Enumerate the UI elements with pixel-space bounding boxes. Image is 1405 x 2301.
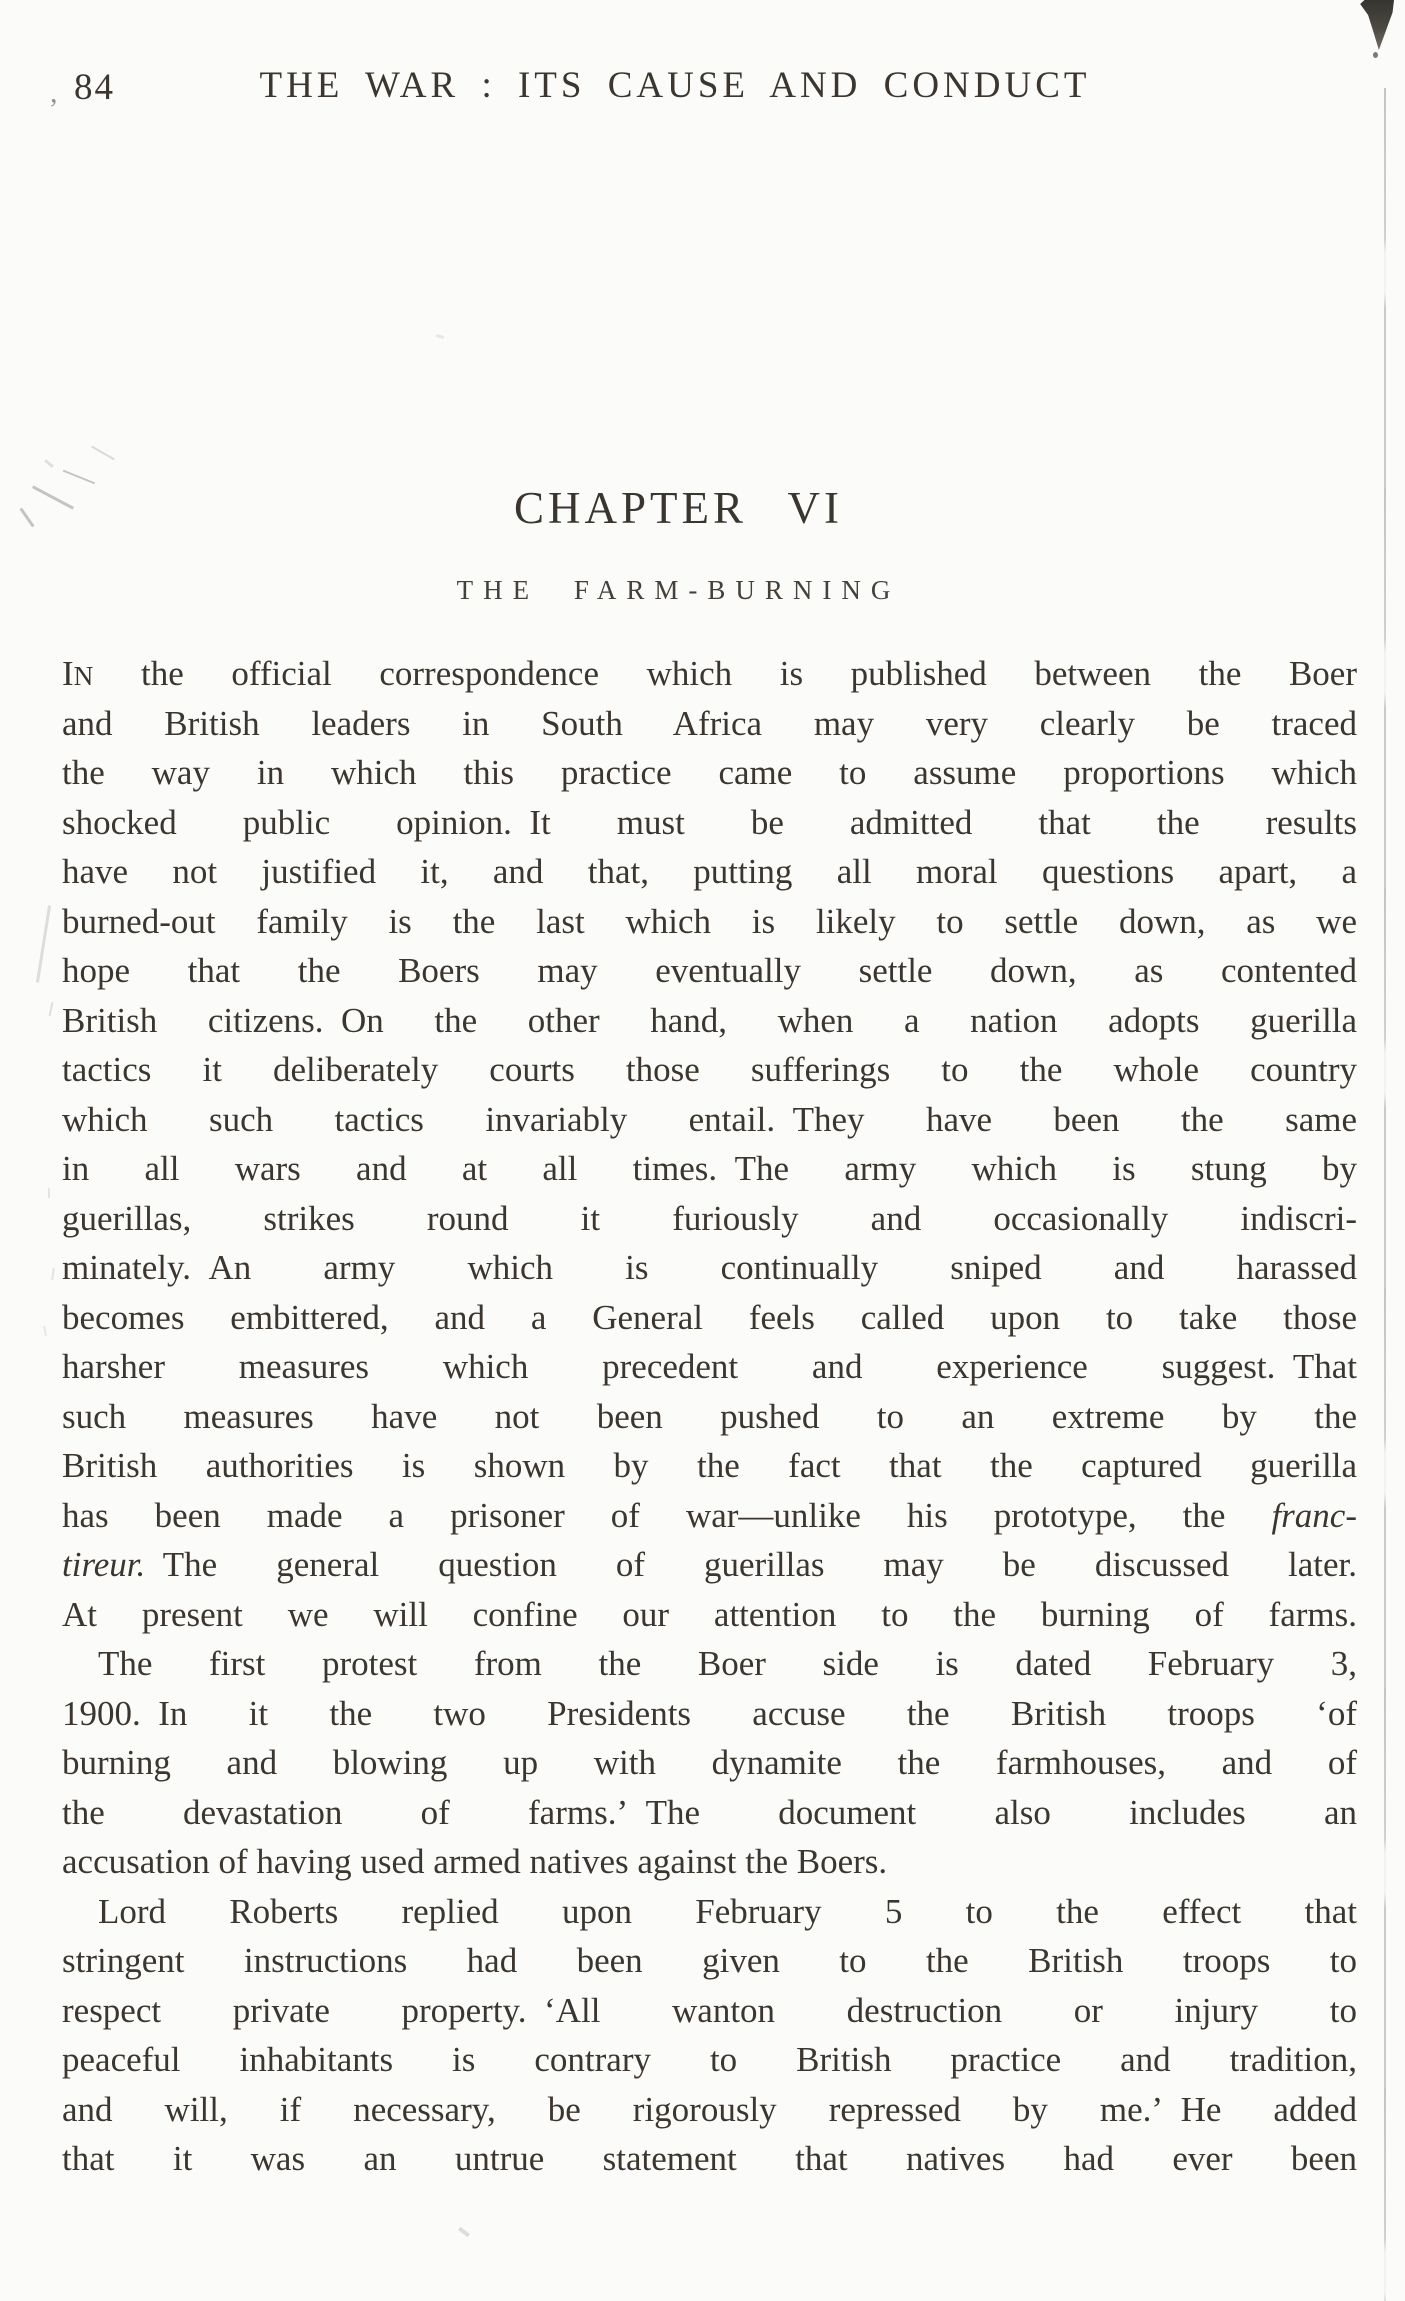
text-segment: accusation of having used armed natives against the Boers. (62, 1842, 888, 1881)
margin-tick-mark (43, 1326, 47, 1336)
paragraph (62, 649, 1357, 1639)
text-line (62, 1738, 1357, 1788)
text-line (62, 1392, 1357, 1442)
scan-speck-mark (458, 2227, 470, 2238)
text-segment: I (62, 654, 74, 693)
text-line (62, 1243, 1357, 1293)
text-line (62, 1144, 1357, 1194)
text-line (62, 996, 1357, 1046)
margin-tick-mark (48, 1188, 50, 1198)
text-segment: tactics it deliberately courts those sufferings to the whole country (62, 1050, 1357, 1089)
text-segment: shocked public opinion. It must be admitted that the results (62, 802, 1357, 842)
scan-corner-dot (1373, 52, 1378, 58)
text-line (62, 649, 1357, 699)
text-segment: minately. An army which is continually sniped and harassed (62, 1248, 1357, 1287)
text-segment: Lord Roberts replied upon February 5 to the effect that (98, 1891, 1357, 1931)
text-line (62, 1837, 1357, 1887)
text-segment: stringent instructions had been given to the British troops to (62, 1941, 1357, 1980)
text-line (62, 1194, 1357, 1244)
text-line (62, 1887, 1357, 1937)
text-segment: 1900. In it the two Presidents accuse the British troops ‘of (62, 1693, 1357, 1733)
text-line (62, 897, 1357, 947)
text-line (62, 1639, 1357, 1689)
scan-speck-mark: , (50, 76, 58, 109)
text-segment: have not justified it, and that, putting all moral questions apart, a (62, 852, 1357, 891)
text-segment: British citizens. On the other hand, when a nation adopts guerilla (62, 1000, 1357, 1040)
text-segment: has been made a prisoner of war—unlike his prototype, the (62, 1495, 1272, 1535)
text-line (62, 1540, 1357, 1590)
text-segment: guerillas, strikes round it furiously and occasionally indiscri- (62, 1198, 1357, 1238)
text-segment: the official correspondence which is published between the Boer (93, 654, 1357, 693)
text-segment: harsher measures which precedent and experience suggest. That (62, 1347, 1357, 1386)
text-line (62, 1045, 1357, 1095)
text-line (62, 2085, 1357, 2135)
scan-edge-line (1384, 88, 1386, 2301)
text-line (62, 1342, 1357, 1392)
body-text (62, 649, 1357, 2184)
text-line (62, 1293, 1357, 1343)
text-segment: which such tactics invariably entail. They have been the same (62, 1099, 1357, 1139)
scan-corner-ink-mark (1358, 0, 1394, 50)
pencil-smudge (44, 459, 54, 468)
italic-text: franc- (1271, 1495, 1357, 1535)
text-segment: burned-out family is the last which is likely to settle down, as we (62, 901, 1357, 941)
paragraph (62, 1887, 1357, 2184)
text-line (62, 1441, 1357, 1491)
smallcap-text: N (73, 661, 94, 691)
page-number: 84 (74, 67, 115, 108)
text-line (62, 699, 1357, 749)
text-line (62, 1590, 1357, 1640)
text-line (62, 946, 1357, 996)
margin-tick-mark (51, 1268, 55, 1280)
chapter-subtitle: THE FARM-BURNING (456, 575, 901, 605)
text-line (62, 2035, 1357, 2085)
text-segment: in all wars and at all times. The army which is stung by (62, 1149, 1357, 1188)
italic-text: tireur. (62, 1545, 146, 1584)
text-segment: respect private property. ‘All wanton destruction or injury to (62, 1990, 1357, 2030)
text-line (62, 798, 1357, 848)
text-segment: At present we will confine our attention to the burning of farms. (62, 1594, 1357, 1634)
text-segment: and will, if necessary, be rigorously repressed by me.’ He added (62, 2089, 1357, 2129)
text-line (62, 1491, 1357, 1541)
scan-speck-mark (436, 334, 445, 339)
text-segment: The general question of guerillas may be discussed later. (145, 1545, 1357, 1584)
text-segment: and British leaders in South Africa may very clearly be traced (62, 703, 1357, 743)
text-line (62, 1936, 1357, 1986)
running-title: THE WAR : ITS CAUSE AND CONDUCT (259, 65, 1091, 106)
chapter-heading: CHAPTER VI (514, 483, 843, 533)
text-segment: burning and blowing up with dynamite the farmhouses, and of (62, 1743, 1357, 1782)
text-segment: becomes embittered, and a General feels called upon to take those (62, 1297, 1357, 1337)
text-line (62, 2134, 1357, 2184)
text-segment: British authorities is shown by the fact that the captured guerilla (62, 1446, 1357, 1485)
text-line (62, 748, 1357, 798)
text-line (62, 847, 1357, 897)
text-segment: hope that the Boers may eventually settle down, as contented (62, 951, 1357, 990)
pencil-smudge (91, 446, 115, 461)
margin-pencil-stroke (36, 905, 51, 983)
text-line (62, 1689, 1357, 1739)
text-segment: peaceful inhabitants is contrary to British practice and tradition, (62, 2040, 1357, 2079)
text-line (62, 1788, 1357, 1838)
paragraph (62, 1639, 1357, 1887)
text-segment: that it was an untrue statement that natives had ever been (62, 2139, 1357, 2178)
margin-pencil-stroke (49, 1002, 54, 1016)
text-line (62, 1986, 1357, 2036)
text-segment: such measures have not been pushed to an extreme by the (62, 1396, 1357, 1436)
text-line (62, 1095, 1357, 1145)
text-segment: the way in which this practice came to assume proportions which (62, 753, 1357, 792)
text-segment: the devastation of farms.’ The document also includes an (62, 1792, 1357, 1832)
text-segment: The first protest from the Boer side is dated February 3, (98, 1644, 1357, 1683)
